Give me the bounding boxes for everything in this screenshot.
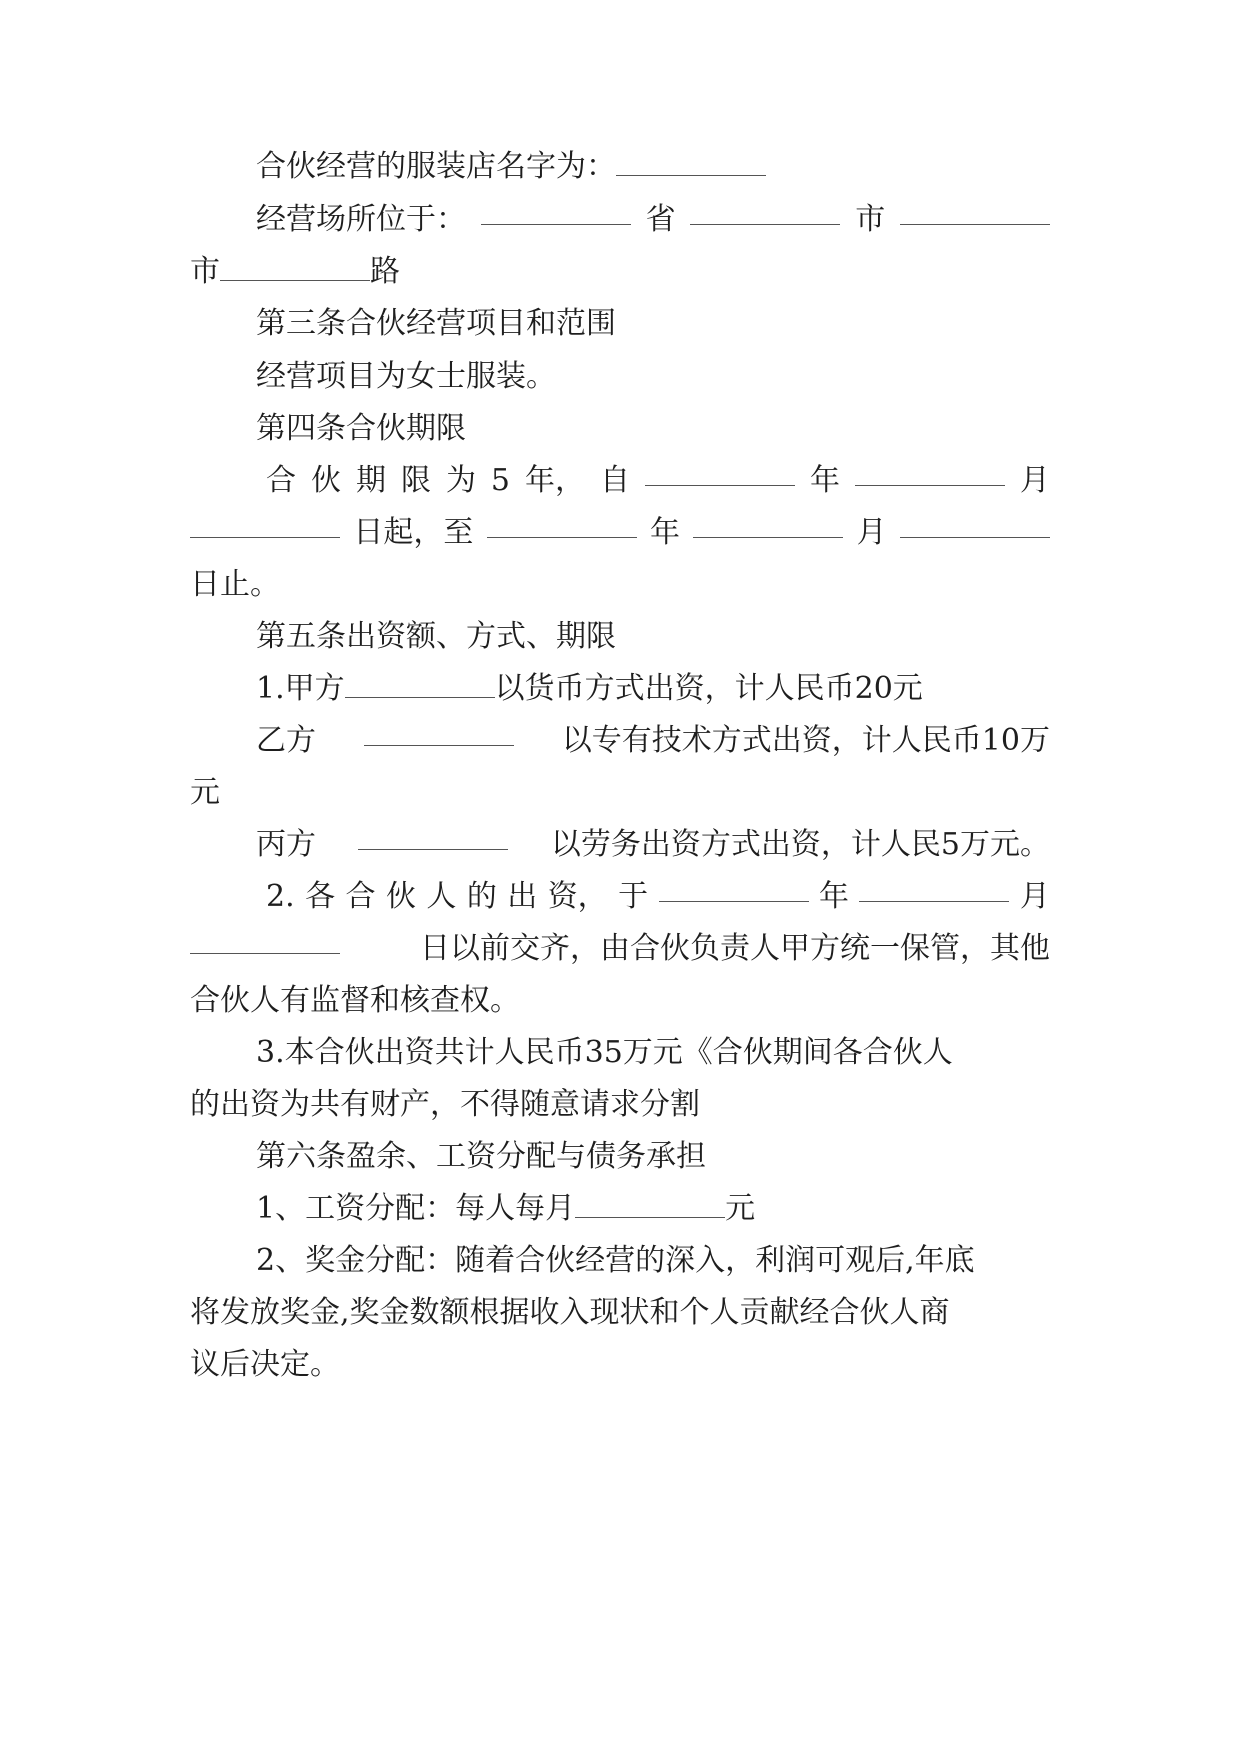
blank-field[interactable] <box>345 671 495 698</box>
text: 年 <box>819 879 849 914</box>
text: 丙方 <box>256 827 316 862</box>
text: 伙 <box>385 879 416 914</box>
text: 路 <box>370 254 400 289</box>
text: 市 <box>855 202 886 237</box>
text: 出 <box>507 879 538 914</box>
bonus-line: 2、奖金分配：随着合伙经营的深入，利润可观后,年底 <box>256 1243 975 1278</box>
contribution-deadline-cont <box>190 927 1050 971</box>
blank-field[interactable] <box>900 198 1050 225</box>
text: 自 <box>599 463 630 498</box>
blank-field[interactable] <box>659 875 809 902</box>
blank-field[interactable] <box>190 511 340 538</box>
salary-line <box>256 1187 755 1231</box>
term-line-cont <box>190 511 1050 555</box>
text: 日起，至 <box>353 515 474 550</box>
article-4-heading: 第四条合伙期限 <box>256 411 466 446</box>
article-6-heading: 第六条盈余、工资分配与债务承担 <box>256 1139 706 1174</box>
blank-field[interactable] <box>645 459 795 486</box>
text: 5 <box>490 463 511 498</box>
text: 各 <box>305 879 336 914</box>
text: 省 <box>645 202 676 237</box>
blank-field[interactable] <box>481 198 631 225</box>
blank-field[interactable] <box>364 719 514 746</box>
text: 月 <box>1019 463 1050 498</box>
article-3-heading: 第三条合伙经营项目和范围 <box>256 306 616 341</box>
location-line <box>256 198 1050 242</box>
blank-field[interactable] <box>900 511 1050 538</box>
contribution-deadline-line <box>266 875 1050 919</box>
blank-field[interactable] <box>220 254 370 281</box>
blank-field[interactable] <box>575 1191 725 1218</box>
text: 乙方 <box>256 723 316 758</box>
term-line <box>266 459 1050 503</box>
text: 年 <box>809 463 840 498</box>
blank-field[interactable] <box>855 459 1005 486</box>
shared-property-text: 的出资为共有财产，不得随意请求分割 <box>190 1087 700 1122</box>
blank-field[interactable] <box>859 875 1009 902</box>
supervision-text: 合伙人有监督和核查权。 <box>190 983 520 1018</box>
text: 年， <box>525 463 585 498</box>
total-contribution-text: 3.本合伙出资共计人民币35万元《合伙期间各合伙人 <box>256 1035 953 1070</box>
text: 市 <box>190 254 220 289</box>
text: 日以前交齐，由合伙负责人甲方统一保管，其他 <box>420 931 1050 966</box>
text: 月 <box>1019 879 1050 914</box>
text: 以专有技术方式出资，计人民币10万 <box>561 723 1050 758</box>
blank-field[interactable] <box>693 511 843 538</box>
location-line-cont <box>190 250 400 294</box>
text: 为 <box>445 463 476 498</box>
text: 于 <box>618 879 649 914</box>
party-b-line-cont: 元 <box>190 775 220 810</box>
text: 合 <box>345 879 376 914</box>
text: 2. <box>266 879 295 914</box>
blank-field[interactable] <box>190 927 340 954</box>
text: 年 <box>649 515 680 550</box>
bonus-line-cont: 将发放奖金,奖金数额根据收入现状和个人贡献经合伙人商 <box>190 1295 950 1330</box>
business-scope-text: 经营项目为女士服装。 <box>256 359 556 394</box>
party-b-line <box>256 719 1050 763</box>
text: 合伙经营的服装店名字为： <box>256 149 616 184</box>
text: 以劳务出资方式出资，计人民5万元。 <box>550 827 1050 862</box>
text: 月 <box>856 515 887 550</box>
article-5-heading: 第五条出资额、方式、期限 <box>256 619 616 654</box>
text: 经营场所位于： <box>256 202 466 237</box>
party-c-line <box>256 823 1050 867</box>
text: 元 <box>725 1191 756 1226</box>
text: 合 <box>266 463 296 498</box>
term-end-text: 日止。 <box>190 567 280 602</box>
blank-field[interactable] <box>616 149 766 176</box>
text: 1、工资分配：每人每月 <box>256 1191 576 1226</box>
blank-field[interactable] <box>358 823 508 850</box>
text: 资， <box>547 879 608 914</box>
bonus-line-end: 议后决定。 <box>190 1347 340 1382</box>
blank-field[interactable] <box>690 198 840 225</box>
text: 1.甲方 <box>256 671 345 706</box>
text: 伙 <box>310 463 341 498</box>
text: 期 <box>355 463 386 498</box>
text: 人 <box>426 879 457 914</box>
text: 以货币方式出资，计人民币20元 <box>494 671 923 706</box>
blank-field[interactable] <box>487 511 637 538</box>
party-a-line <box>256 667 923 711</box>
text: 限 <box>400 463 431 498</box>
text: 的 <box>466 879 497 914</box>
shop-name-line <box>256 145 766 189</box>
